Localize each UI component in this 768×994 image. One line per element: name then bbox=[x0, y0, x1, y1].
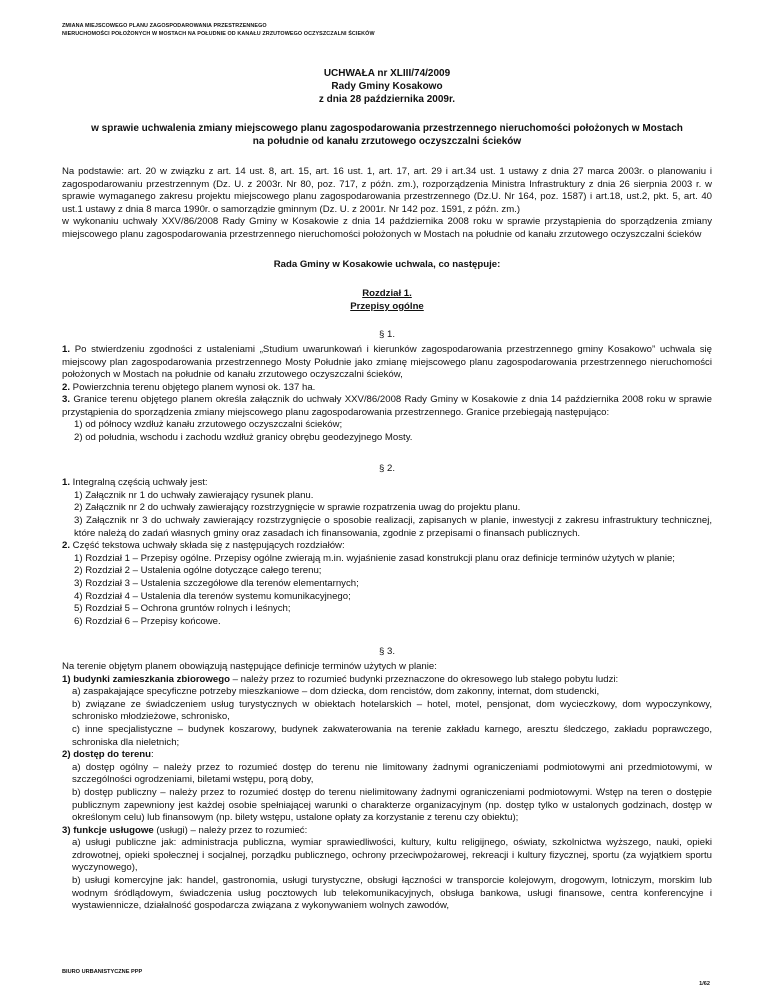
resolution-number: UCHWAŁA nr XLIII/74/2009 bbox=[323, 68, 451, 79]
chapter-list-1: 1) Rozdział 1 – Przepisy ogólne. Przepisy ogólne zwierają m.in. wyjaśnienie zasad konstrukcji planu oraz definicje terminów użytych w planie; bbox=[74, 552, 675, 564]
definition-1a: a) zaspakajające specyficzne potrzeby mieszkaniowe – dom dziecka, dom rencistów, dom zakonny, internat, dom studencki, bbox=[72, 686, 600, 698]
definition-1c: c) inne specjalistyczne – budynek koszarowy, budynek zakwaterowania na terenie zakładu karnego, aresztu śledczego, zakładu poprawczego, schroniska dla nieletnich; bbox=[72, 723, 712, 748]
definition-term: 1) budynki zamieszkania zbiorowego bbox=[62, 673, 230, 685]
definition-3a: a) usługi publiczne jak: administracja publiczna, wymiar sprawiedliwości, kultury, kultu religijnego, oświaty, szkolnictwa wyższego, nauki, opieki zdrowotnej, opieki społecznej i socjalnej, porządku publicznego, ochrony przeciwpożarowej, rekreacji i kultury fizycznej, sportu (za wyjątkiem sportu wyczynowego), bbox=[72, 837, 712, 874]
chapter-list-5: 5) Rozdział 5 – Ochrona gruntów rolnych i leśnych; bbox=[74, 603, 291, 615]
definition-text: : bbox=[151, 749, 154, 761]
boundary-north: 1) od północy wzdłuż kanału zrzutowego oczyszczalni ścieków; bbox=[74, 419, 343, 431]
definitions-intro: Na terenie objętym planem obowiązują następujące definicje terminów użytych w planie: bbox=[62, 660, 437, 672]
running-header bbox=[62, 22, 375, 38]
item-text: Integralną częścią uchwały jest: bbox=[70, 477, 208, 489]
chapter-list-4: 4) Rozdział 4 – Ustalenia dla terenów systemu komunikacyjnego; bbox=[74, 590, 351, 602]
section-1-item-3 bbox=[62, 394, 712, 419]
subject-line-1: w sprawie uchwalenia zmiany miejscowego planu zagospodarowania przestrzennego nieruchomości położonych w Mostach bbox=[91, 123, 683, 135]
header-line-2: NIERUCHOMOŚCI POŁOŻONYCH W MOSTACH NA POŁUDNIE OD KANAŁU ZRZUTOWEGO OCZYSZCZALNI ŚCIEKÓW bbox=[62, 31, 375, 37]
definition-2 bbox=[62, 749, 712, 762]
legal-execution: w wykonaniu uchwały XXV/86/2008 Rady Gminy w Kosakowie z dnia 14 października 2008 roku w sprawie przystąpienia do sporządzenia zmiany miejscowego planu zagospodarowania przestrzennego nieruchomości położonych w Mostach na południe od kanału zrzutowego oczyszczalni ścieków bbox=[62, 216, 712, 240]
boundary-south: 2) od południa, wschodu i zachodu wzdłuż granicy obrębu geodezyjnego Mosty. bbox=[74, 432, 413, 444]
document-body bbox=[62, 68, 712, 913]
item-text: Po stwierdzeniu zgodności z ustaleniami „Studium uwarunkowań i kierunków zagospodarowania przestrzennego gminy Kosakowo” uchwala się miejscowy plan zagospodarowania przestrzennego Mosty Południe jako zmianę miejscowego planu zagospodarowania przestrzennego nieruchomości położonych w Mostach na południe od kanału zrzutowego oczyszczalni ścieków, bbox=[62, 343, 712, 381]
item-number: 2. bbox=[62, 381, 71, 393]
resolves-statement: Rada Gminy w Kosakowie uchwala, co następuje: bbox=[273, 258, 501, 270]
chapter-list-6: 6) Rozdział 6 – Przepisy końcowe. bbox=[74, 615, 221, 627]
section-2-item-1 bbox=[62, 477, 712, 490]
chapter-list-2: 2) Rozdział 2 – Ustalenia ogólne dotyczące całego terenu; bbox=[74, 565, 322, 577]
section-1-item-2 bbox=[62, 382, 712, 395]
definition-text: – należy przez to rozumieć budynki przeznaczone do okresowego lub stałego pobytu ludzi: bbox=[229, 673, 619, 685]
resolution-date: z dnia 28 października 2009r. bbox=[318, 93, 456, 105]
item-number: 2. bbox=[62, 540, 71, 552]
definition-2b: b) dostęp publiczny – należy przez to rozumieć dostęp do terenu nielimitowany żadnymi ograniczeniami podmiotowymi. Wstęp na teren o dostępie publicznym zapewniony jest każdej osobie spełniającej warunki o charakterze organizacyjnym (np. dostęp tylko w ustalonych godzinach, dostęp w określonym celu) lub finansowym (np. bilety wstępu, ustalone opłaty za korzystanie z terenu czy obiektu); bbox=[72, 786, 712, 824]
item-number: 1. bbox=[62, 343, 71, 355]
section-1-mark: § 1. bbox=[378, 329, 395, 341]
definition-term: 3) funkcje usługowe bbox=[62, 824, 154, 836]
definition-term: 2) dostęp do terenu bbox=[62, 749, 152, 761]
definition-1b: b) związane ze świadczeniem usług turystycznych w obiektach hotelarskich – hotel, motel, pensjonat, dom wycieczkowy, dom wypoczynkowy, schronisko młodzieżowe, schronisko, bbox=[72, 698, 712, 723]
resolution-subject bbox=[62, 123, 712, 149]
resolution-title bbox=[62, 68, 712, 106]
item-text: Część tekstowa uchwały składa się z następujących rozdziałów: bbox=[70, 540, 345, 552]
item-text: Granice terenu objętego planem określa załącznik do uchwały XXV/86/2008 Rady Gminy w Kosakowie z dnia 14 października 2008 roku w sprawie przystąpienia do sporządzenia zmiany miejscowego planu zagospodarowania przestrzennego. Granice przebiegają następująco: bbox=[62, 394, 712, 418]
section-2-item-2 bbox=[62, 540, 712, 553]
header-line-1: ZMIANA MIEJSCOWEGO PLANU ZAGOSPODAROWANIA PRZESTRZENNEGO bbox=[62, 23, 267, 29]
item-text: Powierzchnia terenu objętego planem wynosi ok. 137 ha. bbox=[70, 381, 316, 393]
section-2-mark: § 2. bbox=[378, 462, 395, 474]
chapter-label: Rozdział 1. bbox=[362, 288, 412, 300]
chapter-name: Przepisy ogólne bbox=[350, 300, 424, 312]
annex-1: 1) Załącznik nr 1 do uchwały zawierający rysunek planu. bbox=[74, 489, 314, 501]
definition-3b: b) usługi komercyjne jak: handel, gastronomia, usługi turystyczne, obsługi łączności w transporcie kolejowym, drogowym, lotniczym, morskim lub wodnym śródlądowym, świadczenia usług pocztowych lub telekomunikacyjnych, obsługa bankowa, usługi finansowe, centra konferencyjne i wystawiennicze, działalność gospodarcza związana z wykonywaniem wolnych zawodów, bbox=[72, 875, 712, 912]
chapter-list-3: 3) Rozdział 3 – Ustalenia szczegółowe dla terenów elementarnych; bbox=[74, 578, 359, 590]
definition-2a: a) dostęp ogólny – należy przez to rozumieć dostęp do terenu nie limitowany żadnymi ograniczeniami podmiotowymi ani przedmiotowymi, w szczególności ogrodzeniami, biletami wstępu, porą doby, bbox=[72, 761, 712, 786]
legal-basis: Na podstawie: art. 20 w związku z art. 14 ust. 8, art. 15, art. 16 ust. 1, art. 17, art. 29 i art.34 ust. 1 ustawy z dnia 27 marca 2003r. o planowaniu i zagospodarowaniu przestrzennym (Dz. U. z 2003r. Nr 80, poz. 717, z późn. zm.), rozporządzenia Ministra Infrastruktury z dnia 26 sierpnia 2003 r. w sprawie wymaganego zakresu projektu miejscowego planu zagospodarowania przestrzennego (Dz.U. Nr 164, poz. 1587) i art.18, ust.2, pkt. 5, art. 40 ust.1 ustawy z dnia 8 marca 1990r. o samorządzie gminnym (Dz. U. z 2001r. Nr 142 poz. 1591, z późn. zm.) bbox=[62, 165, 712, 215]
item-number: 3. bbox=[62, 394, 71, 406]
footer-company: BIURO URBANISTYCZNE PPP bbox=[62, 969, 143, 975]
section-3-mark: § 3. bbox=[378, 646, 395, 658]
definition-1 bbox=[62, 674, 712, 687]
annex-3: 3) Załącznik nr 3 do uchwały zawierający rozstrzygnięcie o sposobie realizacji, zapisanych w planie, inwestycji z zakresu infrastruktury technicznej, które należą do zadań własnych gminy oraz zasadach ich finansowania, zgodnie z przepisami o finansach publicznych. bbox=[74, 515, 712, 539]
item-number: 1. bbox=[62, 477, 71, 489]
definition-text: (usługi) – należy przez to rozumieć: bbox=[153, 824, 308, 836]
council-name: Rady Gminy Kosakowo bbox=[331, 80, 443, 92]
page-number: 1/62 bbox=[699, 981, 710, 987]
annex-2: 2) Załącznik nr 2 do uchwały zawierający rozstrzygnięcie w sprawie rozpatrzenia uwag do projektu planu. bbox=[74, 502, 521, 514]
subject-line-2: na południe od kanału zrzutowego oczyszczalni ścieków bbox=[252, 136, 522, 148]
definition-3 bbox=[62, 825, 712, 838]
section-1-item-1 bbox=[62, 344, 712, 382]
